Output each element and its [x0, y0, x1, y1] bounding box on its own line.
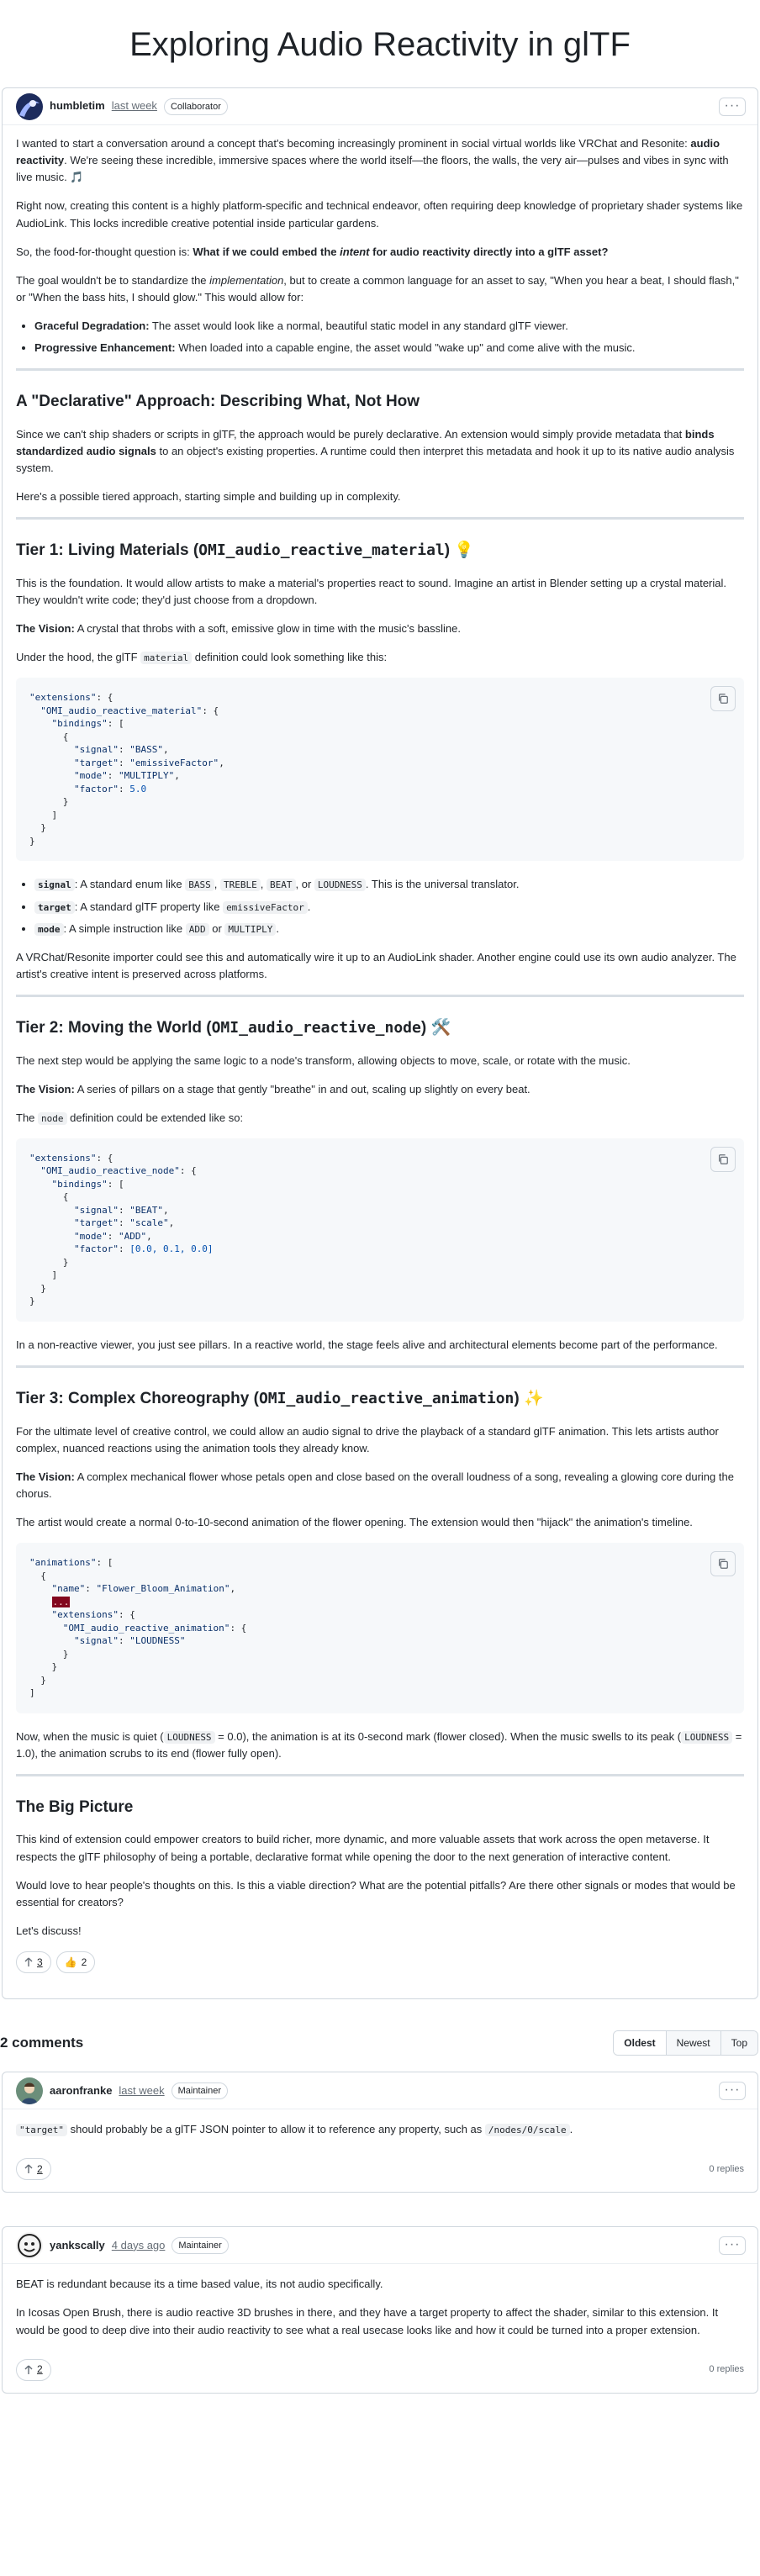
big-picture-paragraph-1: This kind of extension could empower creators to build richer, more dynamic, and more valuable assets that work across the open metaverse. It respects the glTF philosophy of being a portable, declarative format while opening the door to the next generation of interactive content. [16, 1833, 710, 1863]
page-title: Exploring Audio Reactivity in glTF [129, 26, 631, 63]
comment-author[interactable]: aaronfranke [50, 2083, 113, 2097]
comment-header [3, 2072, 757, 2109]
code-block-tier2: "extensions": { "OMI_audio_reactive_node": { "bindings": [ { "signal": "BEAT", "target": "scale", "mode": "ADD", "factor": [0.0, 0.1, 0.0] } ] } } [16, 1138, 744, 1322]
post-header [3, 88, 757, 125]
big-picture-paragraph-3: Let's discuss! [16, 1924, 82, 1938]
intro-paragraph-3: So, the food-for-thought question is: What if we could embed the intent for audio reactivity directly into a glTF asset? [16, 245, 609, 258]
benefits-list [16, 318, 744, 356]
tier1-paragraph-4: A VRChat/Resonite importer could see this and automatically wire it up to an AudioLink shader. Another engine could use its own audio analyzer. The artist's creative intent is preserved across platforms. [16, 950, 736, 980]
sort-newest-button[interactable]: Newest [666, 2031, 720, 2055]
comment-footer [3, 2158, 757, 2192]
sort-oldest-button[interactable]: Oldest [614, 2031, 665, 2055]
comment [2, 2072, 758, 2193]
section-heading-big-picture: The Big Picture [16, 1774, 744, 1819]
replies-count[interactable]: 0 replies [709, 2163, 744, 2174]
comment-footer [3, 2359, 757, 2393]
tier3-vision: The Vision: A complex mechanical flower whose petals open and close based on the overall loudness of a song, revealing a glowing core during the chorus. [16, 1470, 734, 1500]
tier2-vision: The Vision: A series of pillars on a stage that gently "breathe" in and out, scaling up slightly on every beat. [16, 1082, 530, 1095]
tier3-paragraph-1: For the ultimate level of creative control, we could allow an audio signal to drive the playback of a standard glTF animation. This lets artists author complex, nuanced reactions using the animation tools they already know. [16, 1424, 719, 1454]
arrow-up-icon [24, 1957, 33, 1967]
upvote-button[interactable] [16, 2158, 51, 2180]
role-badge: Collaborator [164, 98, 228, 115]
comments-count: 2 comments [0, 2035, 84, 2051]
code-block-tier1: "extensions": { "OMI_audio_reactive_material": { "bindings": [ { "signal": "BASS", "target": "emissiveFactor", "mode": "MULTIPLY", "factor": 5.0 } ] } } [16, 678, 744, 861]
list-item: • Graceful Degradation: The asset would look like a normal, beautiful static model in any standard glTF viewer. [34, 318, 744, 335]
comment-text: "target" should probably be a glTF JSON pointer to allow it to reference any property, such as /nodes/0/scale . [16, 2121, 744, 2138]
code-block-tier3: "animations": [ { "name": "Flower_Bloom_Animation", ... "extensions": { "OMI_audio_reactive_animation": { "signal": "LOUDNESS" } } } ] [16, 1543, 744, 1713]
section-heading-tier2: Tier 2: Moving the World (OMI_audio_reactive_node) 🛠️ [16, 995, 744, 1040]
thumbs-up-count: 2 [81, 1956, 87, 1968]
upvote-button[interactable] [16, 1951, 51, 1973]
more-options-icon[interactable]: ··· [719, 98, 746, 116]
comment-time[interactable]: 4 days ago [111, 2238, 166, 2251]
upvote-button[interactable] [16, 2359, 51, 2381]
comment-body [3, 2109, 757, 2158]
tier2-paragraph-3: The node definition could be extended like so: [16, 1111, 244, 1124]
list-item: • signal : A standard enum like BASS , TREBLE , BEAT , or LOUDNESS . This is the universal translator. [34, 876, 744, 893]
comment-body [3, 2264, 757, 2358]
arrow-up-icon [24, 2365, 33, 2375]
tier1-paragraph-3: Under the hood, the glTF material definition could look something like this: [16, 651, 388, 664]
comment-text: BEAT is redundant because its a time based value, its not audio specifically. [16, 2278, 383, 2291]
upvote-count: 3 [37, 1956, 43, 1968]
thumbs-up-icon: 👍 [64, 1956, 77, 1968]
declarative-paragraph-1: Since we can't ship shaders or scripts in glTF, the approach would be purely declarative. An extension would simply provide metadata that binds standardized audio signals to an object's existing properties. A runtime could then interpret this metadata and hook it up to its native audio analysis system. [16, 427, 735, 475]
more-options-icon[interactable]: ··· [719, 2236, 746, 2255]
list-item: • Progressive Enhancement: When loaded into a capable engine, the asset would "wake up" and come alive with the music. [34, 340, 744, 356]
section-heading-declarative: A "Declarative" Approach: Describing What, Not How [16, 368, 744, 414]
tier1-vision: The Vision: A crystal that throbs with a soft, emissive glow in time with the music's bassline. [16, 622, 461, 636]
big-picture-paragraph-2: Would love to hear people's thoughts on this. Is this a viable direction? What are the potential pitfalls? Are there other signals or modes that would be essential for creators? [16, 1878, 736, 1908]
upvote-count: 2 [37, 2163, 43, 2176]
avatar[interactable] [16, 2232, 43, 2259]
tier2-paragraph-1: The next step would be applying the same logic to a node's transform, allowing objects to move, scale, or rotate with the music. [16, 1053, 631, 1067]
upvote-count: 2 [37, 2363, 43, 2376]
intro-paragraph-1: I wanted to start a conversation around a concept that's becoming increasingly prominent in social virtual worlds like VRChat and Resonite: audio reactivity. We're seeing these incredible, immersive spaces where the world itself—the floors, the walls, the very air—pulses and vibes in sync with live music. 🎵 [16, 137, 729, 184]
tier3-paragraph-4: Now, when the music is quiet ( LOUDNESS = 0.0), the animation is at its 0-second mark (flower closed). When the music swells to its peak ( LOUDNESS = 1.0), the animation scrubs to its end (flower fully open). [16, 1729, 742, 1760]
copy-icon[interactable] [710, 686, 736, 711]
comments-bar [0, 2030, 758, 2056]
more-options-icon[interactable]: ··· [719, 2082, 746, 2100]
comment [2, 2226, 758, 2393]
comment-author[interactable]: yankscally [50, 2238, 105, 2251]
sort-group [613, 2030, 758, 2056]
intro-paragraph-2: Right now, creating this content is a highly platform-specific and technical endeavor, often requiring deep knowledge of proprietary shader systems like AudioLink. This locks incredible creative potential inside particular gardens. [16, 199, 743, 230]
comment-header [3, 2227, 757, 2264]
intro-paragraph-4: The goal wouldn't be to standardize the implementation, but to create a common language for an asset to say, "When you hear a beat, I should flash," or "When the bass hits, I should glow." This would allow for: [16, 273, 739, 304]
copy-icon[interactable] [710, 1551, 736, 1576]
discussion-post [2, 87, 758, 1999]
tier1-field-list [16, 876, 744, 937]
replies-count[interactable]: 0 replies [709, 2364, 744, 2375]
sort-top-button[interactable]: Top [720, 2031, 757, 2055]
role-badge: Maintainer [172, 2237, 228, 2254]
post-body [3, 125, 757, 1998]
post-reactions [16, 1951, 744, 1987]
post-time[interactable]: last week [111, 99, 157, 113]
comment-time[interactable]: last week [119, 2083, 165, 2097]
list-item: • target : A standard glTF property like emissiveFactor . [34, 899, 744, 916]
thumbs-up-reaction[interactable] [56, 1951, 96, 1973]
copy-icon[interactable] [710, 1147, 736, 1172]
declarative-paragraph-2: Here's a possible tiered approach, starting simple and building up in complexity. [16, 490, 401, 504]
list-item: • mode : A simple instruction like ADD or MULTIPLY . [34, 921, 744, 937]
arrow-up-icon [24, 2164, 33, 2174]
tier3-paragraph-3: The artist would create a normal 0-to-10-second animation of the flower opening. The extension would then "hijack" the animation's timeline. [16, 1516, 693, 1529]
section-heading-tier1: Tier 1: Living Materials (OMI_audio_reactive_material) 💡 [16, 517, 744, 562]
comment-text: In Icosas Open Brush, there is audio reactive 3D brushes in there, and they have a target property to affect the shader, similar to this extension. It would be good to deep dive into their audio reactivity to see what a real usecase looks like and how it could be turned into a proper extension. [16, 2306, 719, 2336]
avatar[interactable] [16, 93, 43, 120]
tier2-paragraph-4: In a non-reactive viewer, you just see pillars. In a reactive world, the stage feels alive and architectural elements become part of the performance. [16, 1338, 718, 1351]
role-badge: Maintainer [172, 2082, 228, 2099]
tier1-paragraph-1: This is the foundation. It would allow artists to make a material's properties react to sound. Imagine an artist in Blender setting up a crystal material. They wouldn't write code; they'd just choose from a dropdown. [16, 576, 726, 606]
post-author[interactable]: humbletim [50, 99, 105, 113]
avatar[interactable] [16, 2077, 43, 2104]
section-heading-tier3: Tier 3: Complex Choreography (OMI_audio_reactive_animation) ✨ [16, 1365, 744, 1411]
